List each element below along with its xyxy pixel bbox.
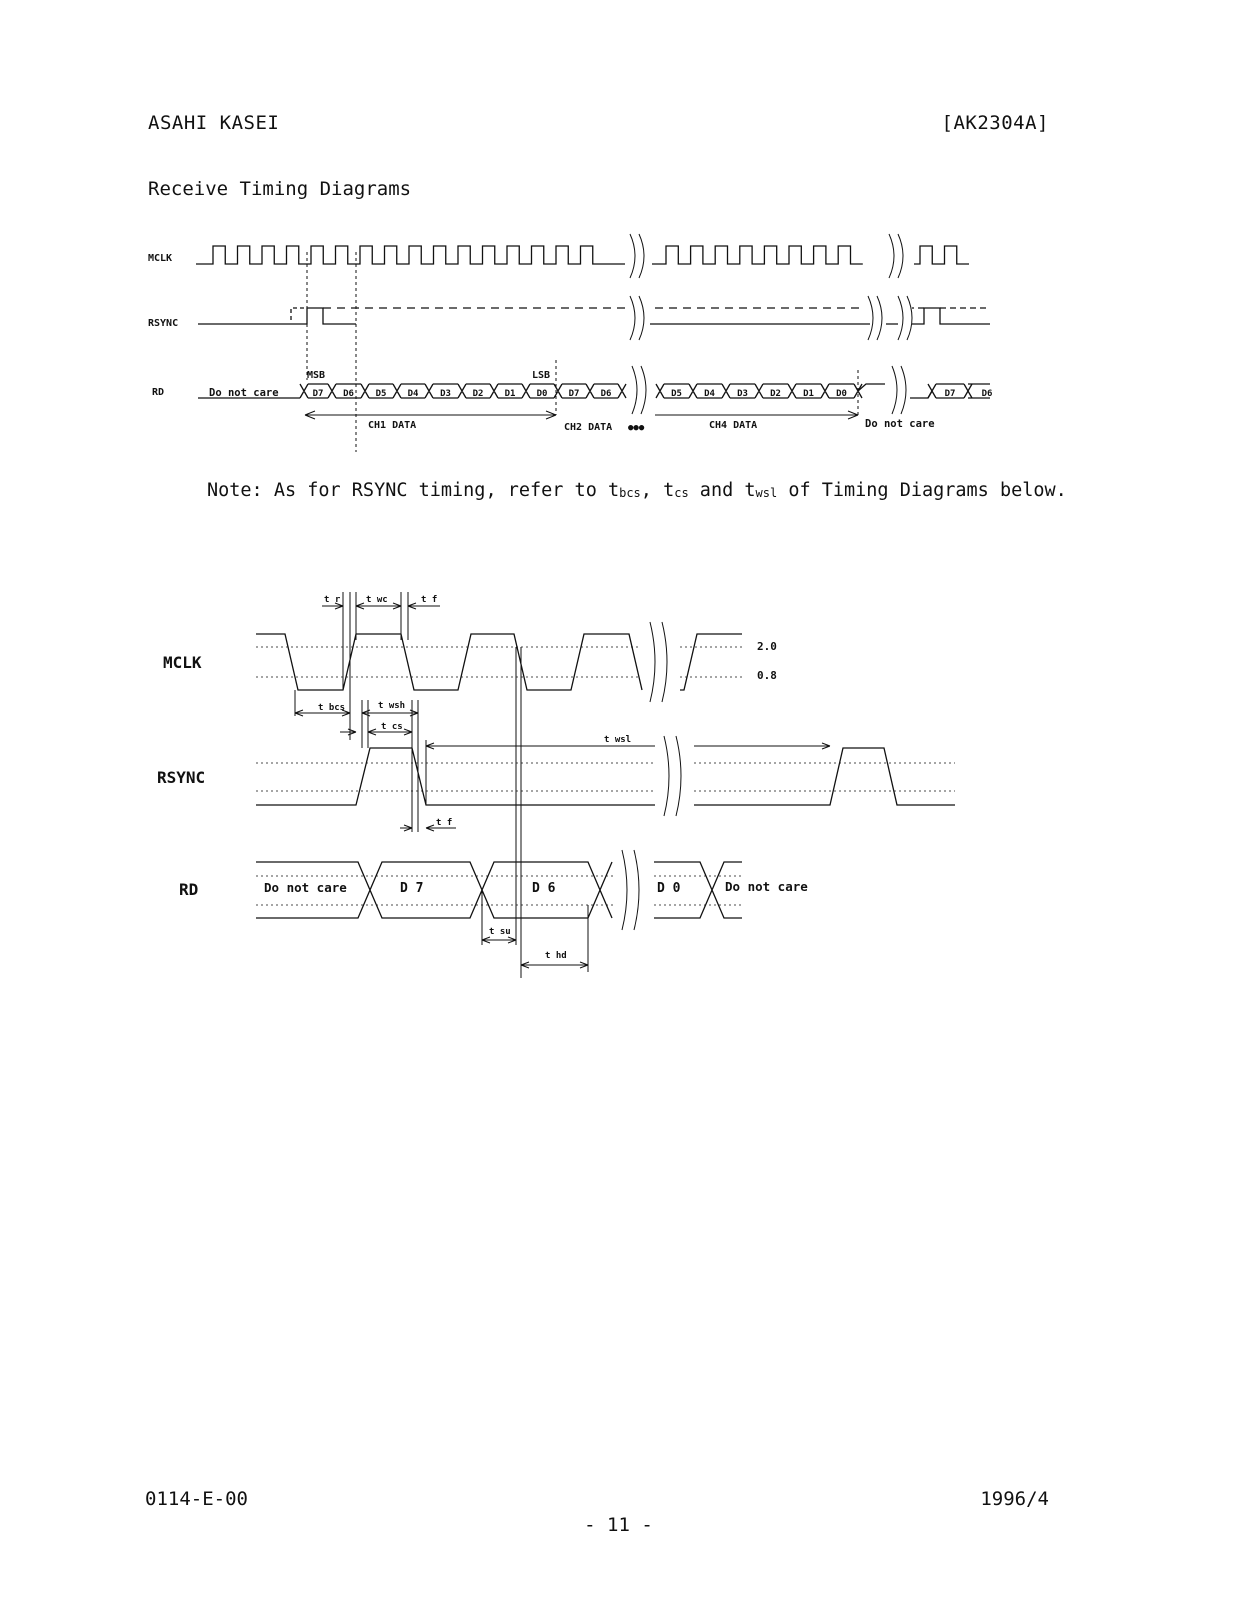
- tr-label: t r: [324, 595, 341, 605]
- lsb-label: LSB: [532, 370, 551, 381]
- thd-label: t hd: [545, 951, 567, 961]
- company-name: ASAHI KASEI: [148, 112, 280, 134]
- tcs-label: t cs: [381, 722, 403, 732]
- vil-level-label: 0.8: [757, 669, 777, 682]
- section-title: Receive Timing Diagrams: [148, 178, 412, 200]
- ch2-bit-d7: D7: [568, 389, 580, 399]
- next-frame-bit-d7: D7: [944, 389, 956, 399]
- ch1-bit-d5: D5: [375, 389, 387, 399]
- ch1-bit-d7: D7: [312, 389, 324, 399]
- ch4-data-label: CH4 DATA: [709, 420, 758, 431]
- twc-label: t wc: [366, 595, 388, 605]
- ch4-bit-d3: D3: [737, 389, 748, 399]
- twsl-label: t wsl: [604, 735, 632, 745]
- rd-detail-label: RD: [179, 880, 199, 899]
- rd-bit-d7: D 7: [400, 881, 424, 896]
- tbcs-label: t bcs: [318, 703, 346, 713]
- ch4-bit-d2: D2: [770, 389, 781, 399]
- ch1-bit-d6: D6: [343, 389, 354, 399]
- tsu-label: t su: [489, 927, 511, 937]
- ch1-data-label: CH1 DATA: [368, 420, 417, 431]
- ellipsis-dots: ●●●: [628, 423, 645, 433]
- ch1-bit-d3: D3: [440, 389, 451, 399]
- mclk-detail-label: MCLK: [163, 653, 202, 672]
- publication-date: 1996/4: [980, 1488, 1049, 1510]
- mclk-detail-waveform: [256, 634, 742, 690]
- rd-do-not-care-start: Do not care: [264, 880, 347, 895]
- rsync-detail-label: RSYNC: [157, 768, 206, 787]
- mclk-label: MCLK: [148, 253, 173, 264]
- dimension-arrows: [295, 603, 830, 968]
- rd-bit-d6: D 6: [532, 881, 556, 896]
- rd-bit-d0: D 0: [657, 881, 681, 896]
- do-not-care-end: Do not care: [865, 418, 935, 430]
- ch1-bit-d1: D1: [504, 389, 516, 399]
- rd-label: RD: [152, 387, 165, 398]
- rsync-note: Note: As for RSYNC timing, refer to $t_{bcs}$, $t_{cs}$ and $t_{wsl}$ of Timing Diagrams below.: [207, 480, 1067, 501]
- part-number: [AK2304A]: [941, 112, 1049, 134]
- vih-level-label: 2.0: [757, 640, 777, 653]
- ch4-bit-d1: D1: [803, 389, 814, 399]
- msb-label: MSB: [307, 370, 326, 381]
- ch4-bit-d5: D5: [671, 389, 682, 399]
- next-frame-bit-d6: D6: [981, 389, 993, 399]
- ch4-bit-d0: D0: [836, 389, 847, 399]
- ch2-data-label: CH2 DATA: [564, 422, 613, 433]
- threshold-lines: [256, 647, 955, 905]
- twsh-label: t wsh: [378, 701, 406, 711]
- document-number: 0114-E-00: [145, 1488, 248, 1510]
- ch1-bit-d4: D4: [407, 389, 419, 399]
- rsync-label: RSYNC: [148, 318, 179, 329]
- page-number: - 11 -: [584, 1514, 653, 1536]
- ch1-bit-d2: D2: [472, 389, 484, 399]
- rd-do-not-care-end: Do not care: [725, 879, 808, 894]
- ch2-bit-d6: D6: [600, 389, 612, 399]
- tf-sync-label: t f: [436, 818, 453, 828]
- timing-reference-lines: [295, 592, 588, 978]
- ch1-bit-d0: D0: [536, 389, 548, 399]
- ch4-bit-d4: D4: [704, 389, 715, 399]
- tf-clock-label: t f: [421, 595, 438, 605]
- rsync-detail-waveform: [256, 748, 955, 805]
- do-not-care-start: Do not care: [209, 387, 279, 399]
